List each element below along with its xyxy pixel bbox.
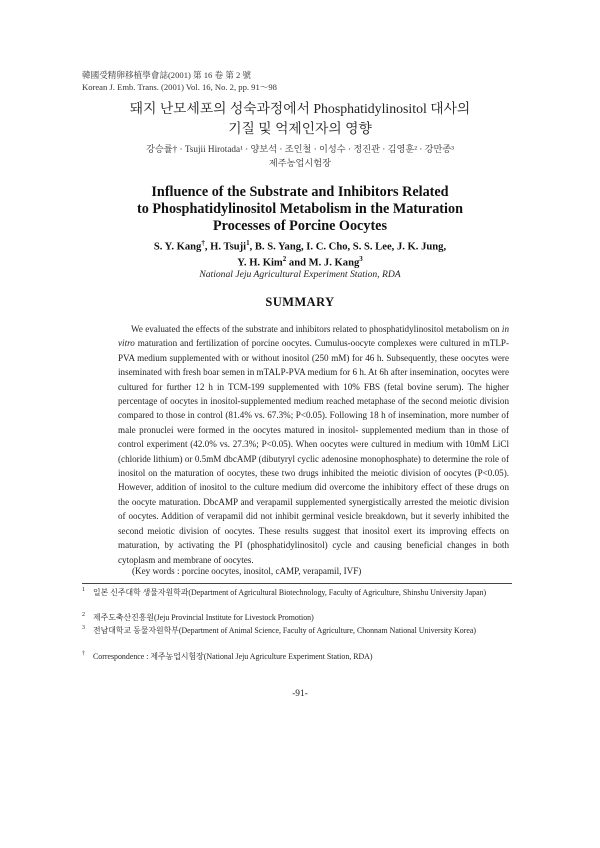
summary-text-part-1: We evaluated the effects of the substrate and inhibitors related to phosphatidylinositol metabolism on: [131, 324, 502, 334]
author-mark: 1: [246, 239, 250, 247]
page-number: -91-: [292, 689, 308, 699]
author-name: B. S. Yang, I. C. Cho, S. S. Lee, J. K. Jung,: [254, 241, 447, 253]
footnote-text: 전남대학교 동물자원학부(Department of Animal Science, Faculty of Agriculture, Chonnam National University Korea): [93, 626, 476, 635]
author-name: S. Y. Kang: [153, 241, 202, 253]
footnote-text: Correspondence : 제주농업시험장(National Jeju Agriculture Experiment Station, RDA): [93, 652, 373, 661]
footnote-text: 제주도축산진흥원(Jeju Provincial Institute for Livestock Promotion): [93, 613, 314, 622]
author-mark: †: [201, 239, 205, 247]
summary-paragraph: [118, 322, 509, 567]
english-title-line-3: Processes of Porcine Oocytes: [212, 218, 387, 234]
summary-heading: SUMMARY: [265, 295, 335, 309]
korean-institute: 제주농업시험장: [268, 158, 332, 168]
footnote-text: 일본 신주대학 생물자원학과(Department of Agricultural Biotechnology, Faculty of Agriculture, Shinshu University Japan): [93, 588, 487, 597]
author-separator: and: [286, 257, 309, 269]
author-mark: 2: [282, 255, 287, 263]
footnote-1: [82, 587, 514, 598]
footnote-mark: 1: [82, 587, 85, 593]
footnote-mark: †: [82, 651, 85, 657]
journal-header-korean: 韓國受精卵移植學會誌(2001) 第 16 卷 第 2 號: [82, 70, 252, 80]
footnote-mark: 3: [82, 625, 85, 631]
english-title-line-1: Influence of the Substrate and Inhibitors Related: [151, 184, 449, 200]
affiliation: National Jeju Agricultural Experiment Station, RDA: [199, 269, 401, 280]
author-name: H. Tsuji: [210, 241, 247, 253]
summary-text-part-2: maturation and fertilization of porcine oocytes. Cumulus-oocyte complexes were cultured in mTLP-PVA medium supplemented with or without inositol (250 mM) for 46 h. Subsequently, these oocytes were inseminated with fresh boar semen in mTALP-PVA medium for 6 h. At 6h after insemination, oocytes were cultured for further 12 h in TCM-199 supplemented with 10% FBS (fetal bovine serum). The higher percentage of oocytes in inositol-supplemented medium reached metaphase of the second meiotic division compared to those in control (81.4% vs. 67.3%; P<0.05). Following 18 h of insemination, more number of male pronuclei were formed in the oocytes matured in inositol- supplemented medium than in those of control experiment (42.0% vs. 27.3%; P<0.05). When oocytes were cultured in medium with 10mM LiCl (chloride lithium) or 0.5mM dbcAMP (dibutyryl cyclic adenosine monophosphate) to determine the role of inositol on the maturation of oocytes, these two drugs inhibited the meiotic division of oocytes (P<0.05). However, addition of inositol to the culture medium did overcome the inhibitory effect of these drugs on the oocyte maturation. DbcAMP and verapamil supplemented synergistically arrested the meiotic division of oocytes. Addition of verapamil did not inhibit germinal vesicle breakdown, but it severly inhibited the second meiotic division of oocytes. These results suggest that inositol exert its improving effects on maturation, by activating the PI (phosphatidylinositol) cycle and causing beneficial changes in both cytoplasm and membrane of oocytes.: [118, 338, 509, 565]
footnote-3: [82, 625, 514, 636]
summary-italic-term: in vitro: [118, 324, 509, 349]
english-authors-line-2: [0, 252, 600, 271]
keywords: (Key words : porcine oocytes, inositol, cAMP, verapamil, IVF): [132, 566, 362, 576]
journal-header-english: Korean J. Emb. Trans. (2001) Vol. 16, No. 2, pp. 91～98: [82, 82, 277, 92]
author-name: Y. H. Kim: [237, 257, 283, 269]
english-title-line-2: to Phosphatidylinositol Metabolism in the Maturation: [137, 201, 463, 217]
footnote-correspondence: [82, 651, 514, 662]
footnote-divider: [82, 583, 512, 584]
korean-authors: 강승률† · Tsujii Hirotada¹ · 양보석 · 조인철 · 이성수 · 정진관 · 김영훈² · 강만종³: [145, 144, 455, 154]
author-mark: 3: [359, 255, 363, 263]
author-separator: ,: [249, 241, 255, 253]
footnote-2: [82, 612, 514, 623]
author-separator: ,: [204, 241, 211, 253]
korean-title-line-2: 기질 및 억제인자의 영향: [228, 121, 372, 136]
korean-title-line-1: 돼지 난모세포의 성숙과정에서 Phosphatidylinositol 대사의: [129, 101, 471, 116]
author-name: M. J. Kang: [308, 257, 360, 269]
footnote-mark: 2: [82, 612, 85, 618]
